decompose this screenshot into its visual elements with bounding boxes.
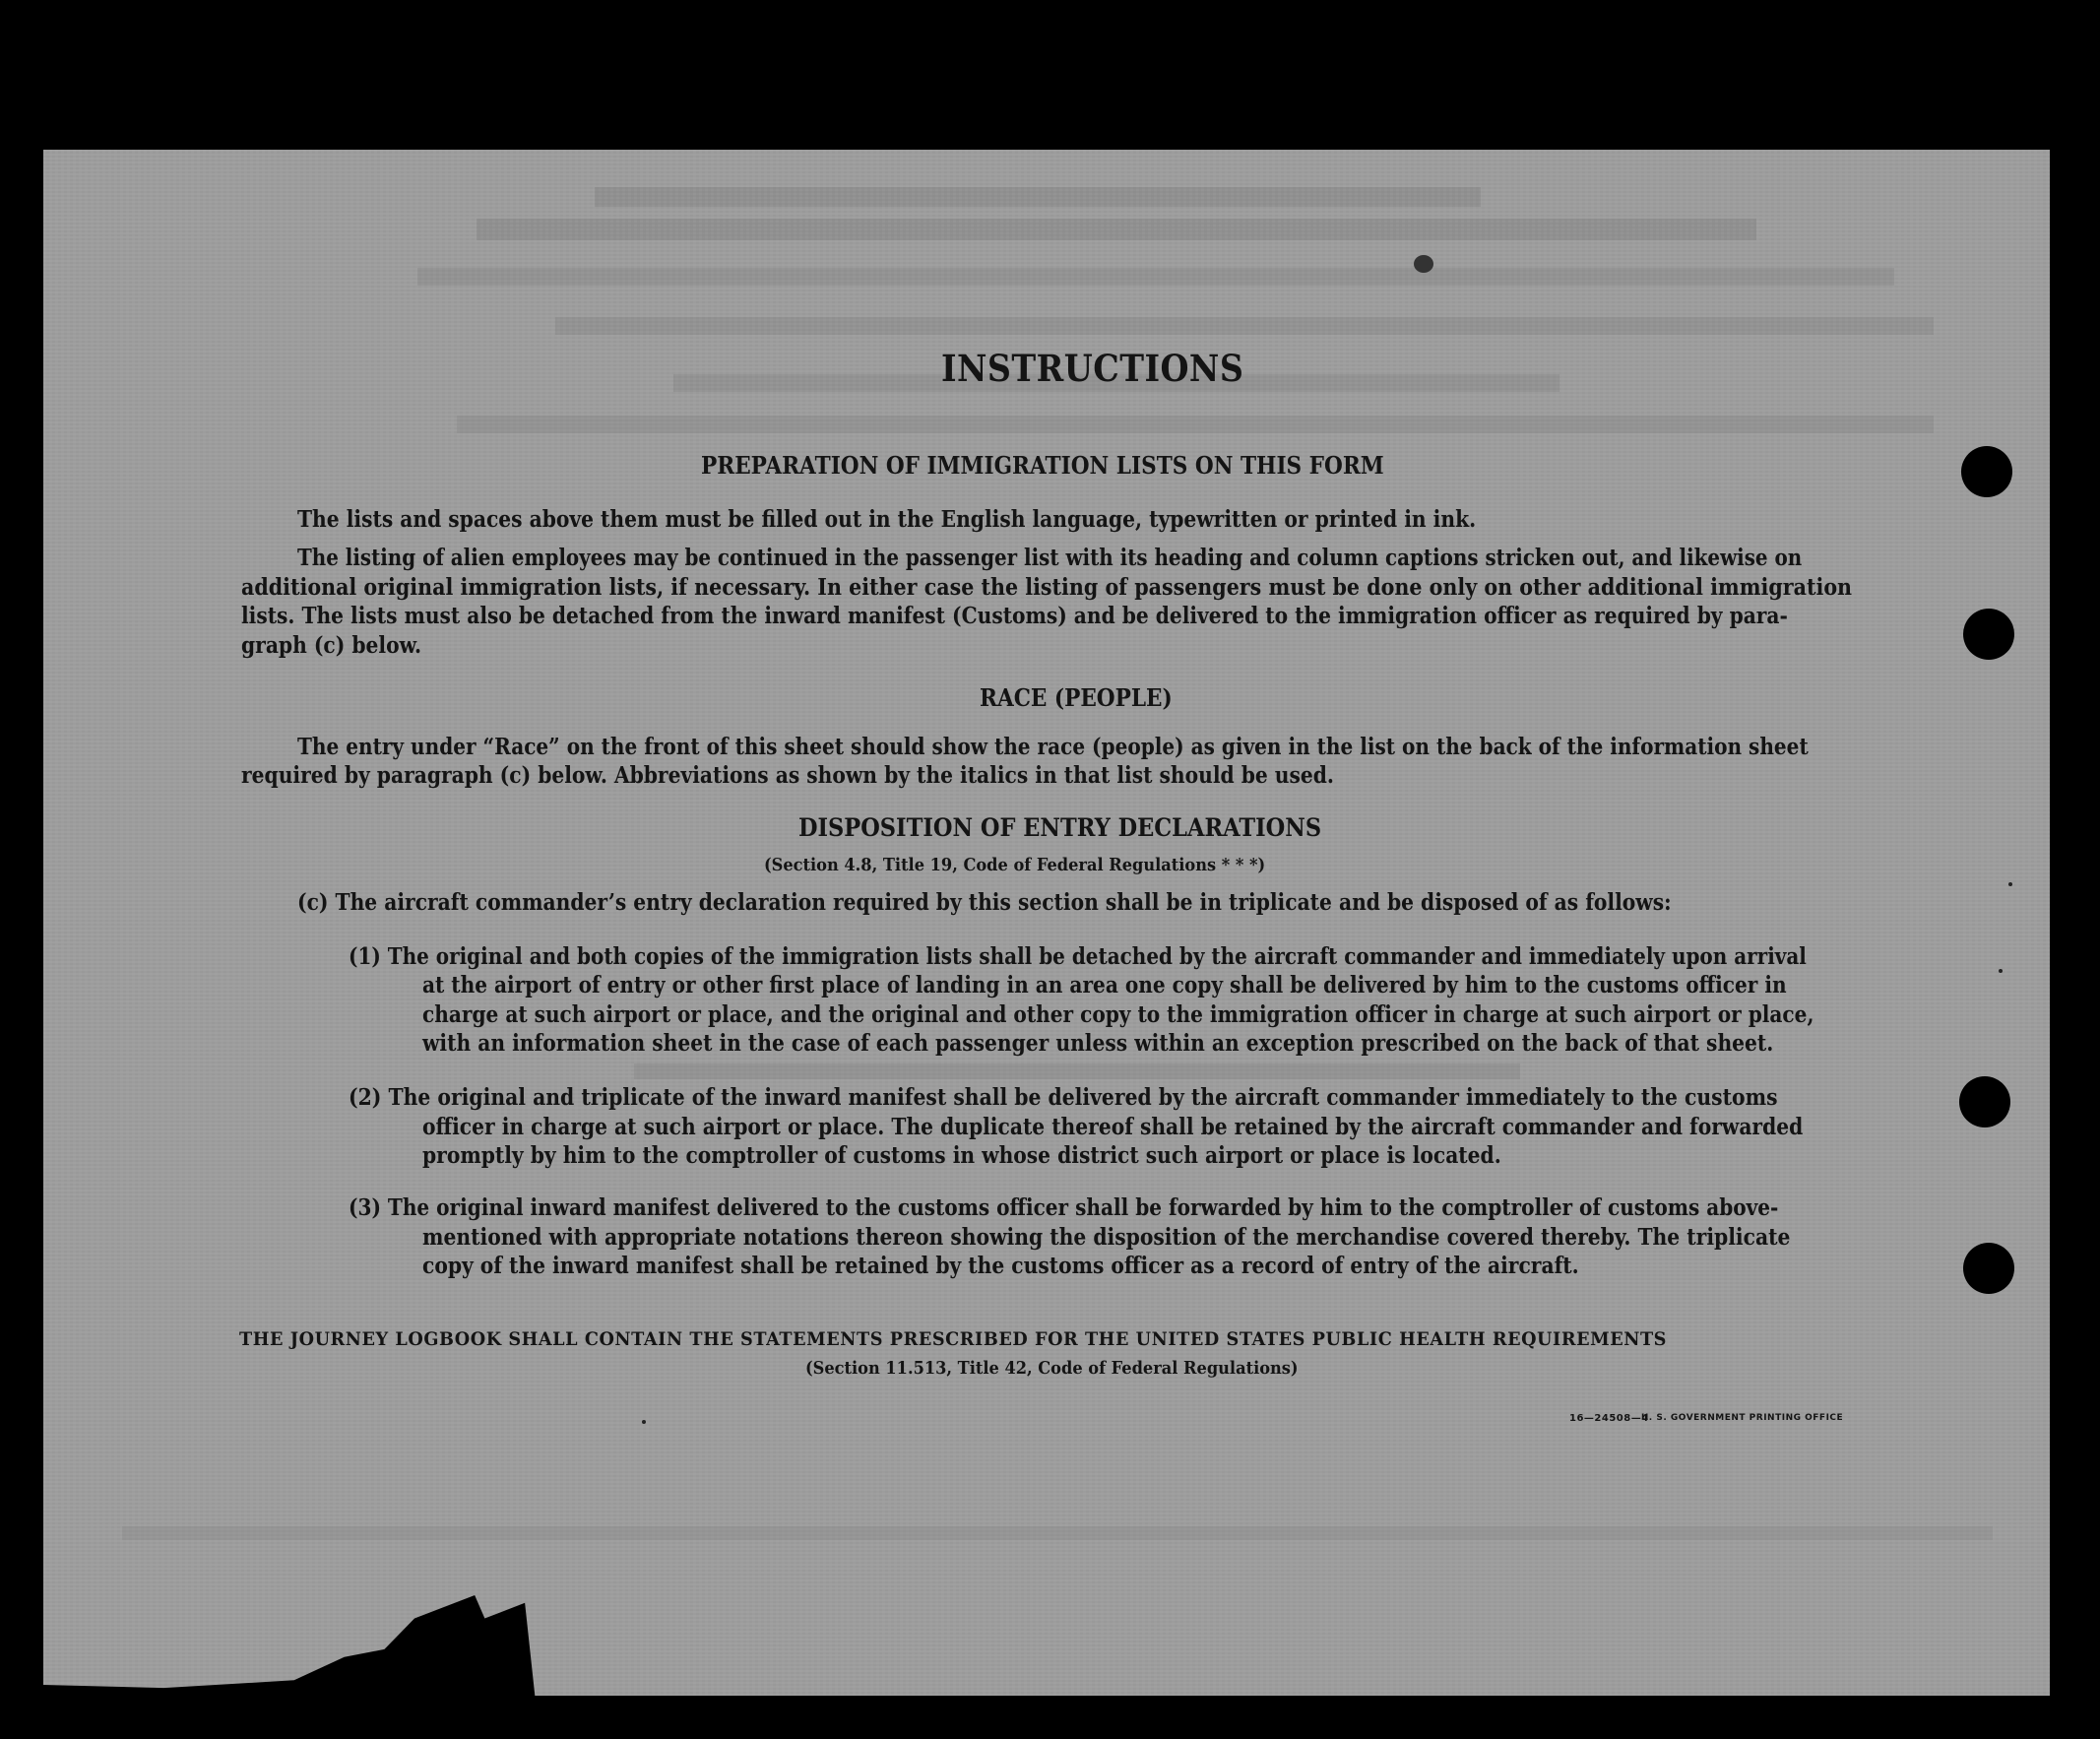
list-item-line: mentioned with appropriate notations thereon showing the disposition of the merchandise covered thereby. The triplicate (422, 1224, 1791, 1251)
list-item-line: (2) The original and triplicate of the inward manifest shall be delivered by the aircraft commander immediately to the customs (349, 1084, 1778, 1111)
section-heading-disposition: DISPOSITION OF ENTRY DECLARATIONS (798, 813, 1322, 842)
punch-hole (1959, 1076, 2010, 1127)
paragraph-line: required by paragraph (c) below. Abbreviations as shown by the italics in that list should be used. (241, 762, 1334, 789)
printer-imprint: U. S. GOVERNMENT PRINTING OFFICE (1641, 1413, 1844, 1423)
punch-hole (1963, 609, 2014, 660)
punch-hole (1961, 446, 2012, 497)
ink-speck (1414, 255, 1433, 273)
footer-citation: (Section 11.513, Title 42, Code of Federal Regulations) (805, 1358, 1299, 1379)
print-code: 16—24508—4 (1569, 1413, 1649, 1424)
paragraph-line: graph (c) below. (241, 632, 422, 659)
paragraph-line: lists. The lists must also be detached from the inward manifest (Customs) and be delivered to the immigration officer as required by para- (241, 603, 1788, 629)
ink-speck (2008, 882, 2012, 886)
list-item-line: charge at such airport or place, and the original and other copy to the immigration officer in charge at such airport or place, (422, 1001, 1814, 1028)
list-item-line: copy of the inward manifest shall be retained by the customs officer as a record of entry of the aircraft. (422, 1253, 1579, 1279)
ink-speck (1999, 969, 2003, 973)
paragraph-line: The lists and spaces above them must be filled out in the English language, typewritten or printed in ink. (297, 506, 1477, 533)
bleed-through-line (595, 187, 1481, 207)
punch-hole (1963, 1243, 2014, 1294)
paragraph-line: additional original immigration lists, if necessary. In either case the listing of passengers must be done only on other additional immigration (241, 574, 1853, 601)
section-heading-preparation: PREPARATION OF IMMIGRATION LISTS ON THIS FORM (701, 451, 1384, 480)
bleed-through-line (417, 268, 1894, 286)
list-item-line: at the airport of entry or other first place of landing in an area one copy shall be delivered by him to the customs officer in (422, 972, 1787, 998)
section-heading-race: RACE (PEOPLE) (980, 683, 1173, 712)
bleed-through-line (122, 1526, 1993, 1540)
bleed-through-line (457, 416, 1934, 433)
list-item-line: (3) The original inward manifest delivered to the customs officer shall be forwarded by him to the comptroller of customs above- (349, 1194, 1779, 1221)
list-item-line: promptly by him to the comptroller of customs in whose district such airport or place is located. (422, 1142, 1501, 1169)
footer-requirement: THE JOURNEY LOGBOOK SHALL CONTAIN THE STATEMENTS PRESCRIBED FOR THE UNITED STATES PUBLIC HEALTH REQUIREMENTS (239, 1328, 1667, 1350)
ink-speck (642, 1420, 646, 1424)
paragraph-line: The entry under “Race” on the front of this sheet should show the race (people) as given in the list on the back of the information sheet (297, 734, 1809, 760)
list-item-line: officer in charge at such airport or place. The duplicate thereof shall be retained by the aircraft commander and forwarded (422, 1114, 1804, 1140)
paragraph-line: The listing of alien employees may be continued in the passenger list with its heading and column captions stricken out, and likewise on (297, 545, 1803, 571)
page-title: INSTRUCTIONS (941, 347, 1244, 390)
bleed-through-line (477, 219, 1756, 240)
section-citation: (Section 4.8, Title 19, Code of Federal Regulations * * *) (764, 855, 1266, 875)
bleed-through-line (634, 1063, 1520, 1079)
bleed-through-line (555, 317, 1934, 335)
list-item-line: with an information sheet in the case of each passenger unless within an exception prescribed on the back of that sheet. (422, 1030, 1774, 1057)
paragraph-line: (c) The aircraft commander’s entry declaration required by this section shall be in triplicate and be disposed of as follows: (297, 889, 1672, 916)
list-item-line: (1) The original and both copies of the immigration lists shall be detached by the aircraft commander and immediately upon arrival (349, 943, 1807, 970)
